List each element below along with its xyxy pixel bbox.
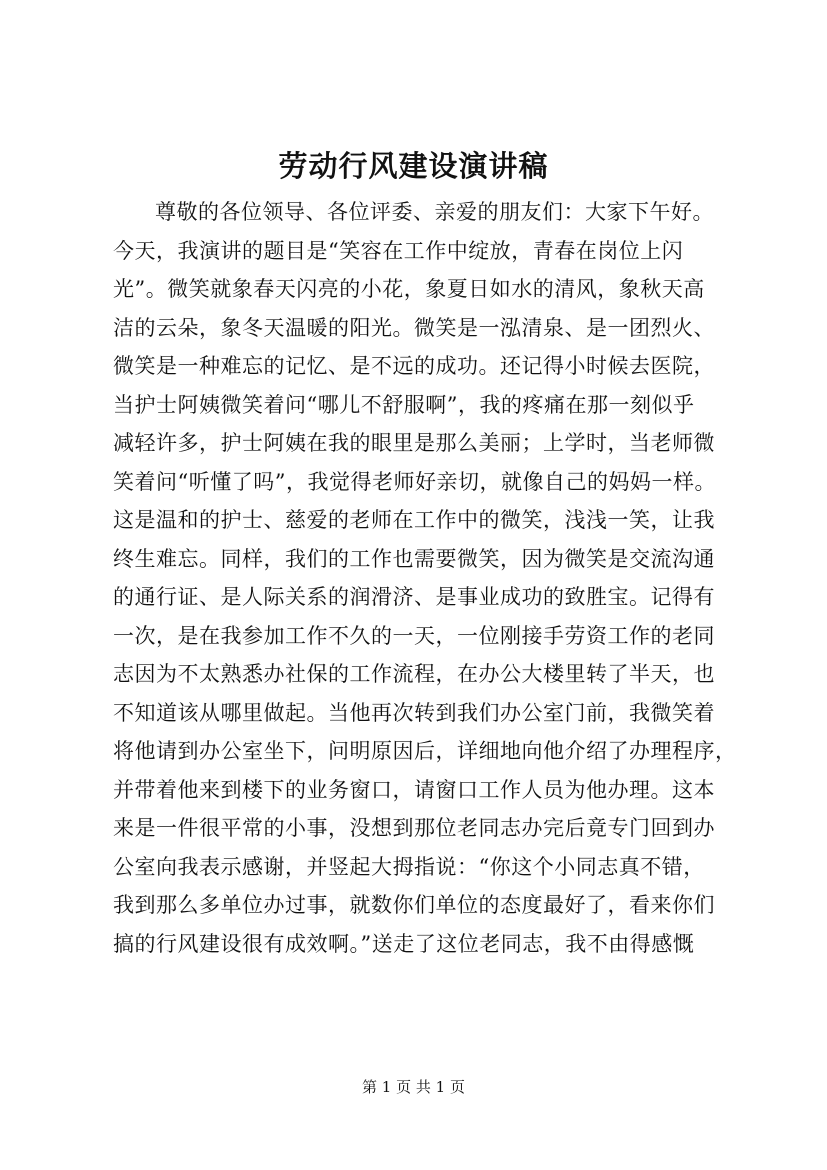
body-line: 当护士阿姨微笑着问“哪儿不舒服啊”，我的疼痛在那一刻似乎 bbox=[113, 392, 695, 417]
body-line: 公室向我表示感谢，并竖起大拇指说：“你这个小同志真不错， bbox=[113, 854, 705, 879]
body-line: 笑着问“听懂了吗”，我觉得老师好亲切，就像自己的妈妈一样。 bbox=[113, 469, 716, 494]
body-line: 来是一件很平常的小事，没想到那位老同志办完后竟专门回到办 bbox=[113, 816, 715, 840]
document-body bbox=[113, 193, 773, 963]
document-title: 劳动行风建设演讲稿 bbox=[278, 149, 549, 183]
body-line: 我到那么多单位办过事，就数你们单位的态度最好了，看来你们 bbox=[113, 893, 715, 917]
body-line: 不知道该从哪里做起。当他再次转到我们办公室门前，我微笑着 bbox=[113, 700, 715, 725]
page-number: 第 1 页 共 1 页 bbox=[362, 1078, 465, 1096]
body-line: 今天，我演讲的题目是“笑容在工作中绽放，青春在岗位上闪 bbox=[113, 238, 684, 263]
body-line: 一次，是在我参加工作不久的一天，一位刚接手劳资工作的老同 bbox=[113, 623, 715, 648]
body-line: 洁的云朵，象冬天温暖的阳光。微笑是一泓清泉、是一团烈火、 bbox=[113, 315, 715, 340]
body-line: 减轻许多，护士阿姨在我的眼里是那么美丽；上学时，当老师微 bbox=[113, 431, 715, 455]
body-line: 搞的行风建设很有成效啊。”送走了这位老同志，我不由得感慨 bbox=[113, 931, 695, 956]
body-line: 光”。微笑就象春天闪亮的小花，象夏日如水的清风，象秋天高 bbox=[113, 277, 705, 301]
body-line: 微笑是一种难忘的记忆、是不远的成功。还记得小时候去医院， bbox=[113, 354, 715, 378]
body-line: 尊敬的各位领导、各位评委、亲爱的朋友们：大家下午好。 bbox=[155, 200, 714, 224]
body-line: 这是温和的护士、慈爱的老师在工作中的微笑，浅浅一笑，让我 bbox=[113, 508, 715, 532]
body-line: 将他请到办公室坐下，问明原因后，详细地向他介绍了办理程序， bbox=[113, 739, 737, 763]
body-line: 志因为不太熟悉办社保的工作流程，在办公大楼里转了半天，也 bbox=[113, 662, 715, 686]
body-line: 的通行证、是人际关系的润滑济、是事业成功的致胜宝。记得有 bbox=[113, 585, 715, 609]
body-line: 并带着他来到楼下的业务窗口，请窗口工作人员为他办理。这本 bbox=[113, 777, 715, 802]
body-line: 终生难忘。同样，我们的工作也需要微笑，因为微笑是交流沟通 bbox=[113, 546, 715, 571]
